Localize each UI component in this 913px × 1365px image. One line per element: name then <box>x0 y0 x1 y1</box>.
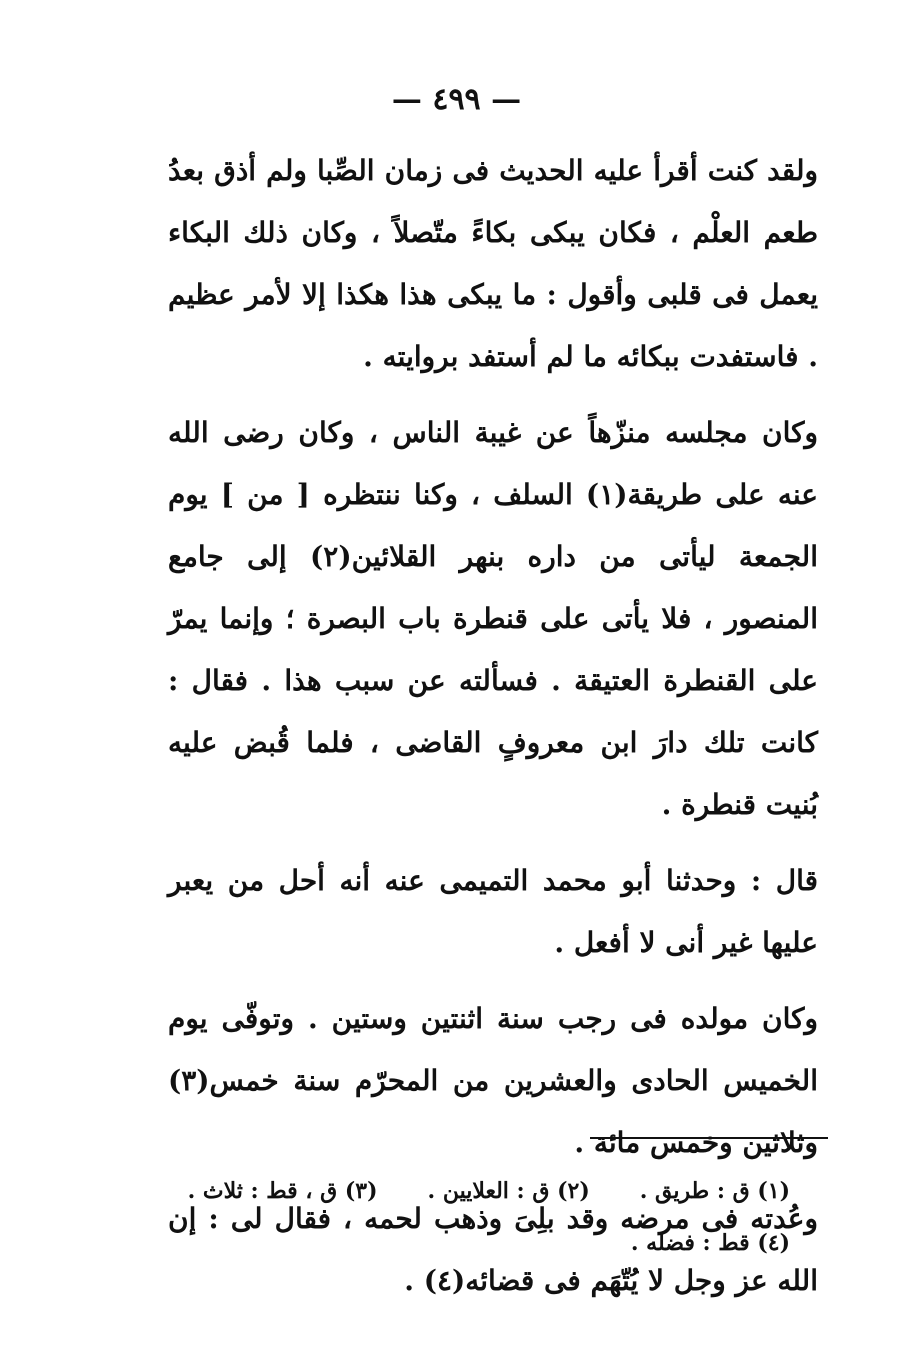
paragraph-3: قال : وحدثنا أبو محمد التميمى عنه أنه أحل من يعبر عليها غير أنى لا أفعل . <box>168 864 818 959</box>
paragraph-5: وعُدته فى مرضه وقد بلِىَ وذهب لحمه ، فقال لى : إن الله عز وجل لا يُتّهَم فى قضائه(٤) . <box>168 1202 818 1297</box>
footnote-row-1 <box>187 1165 790 1217</box>
page-number: — ٤٩٩ — <box>391 82 522 117</box>
paragraph-4: وكان مولده فى رجب سنة اثنتين وستين . وتوفّى يوم الخميس الحادى والعشرين من المحرّم سنة خمس(٣) وثلاثين وخمس مائة . <box>168 1002 819 1159</box>
main-text <box>168 140 818 1326</box>
footnote-3: (٣) ق ، قط : ثلاث . <box>187 1178 378 1204</box>
footnote-divider <box>590 1137 828 1139</box>
footnote-row-2 <box>190 1217 790 1269</box>
footnote-2: (٢) ق : العلايين . <box>427 1178 590 1204</box>
paragraph-1: ولقد كنت أقرأ عليه الحديث فى زمان الصِّبا ولم أذق بعدُ طعم العلْم ، فكان يبكى بكاءً متّصلاً ، وكان ذلك البكاء يعمل فى قلبى وأقول : ما يبكى هذا هكذا إلا لأمر عظيم . فاستفدت ببكائه ما لم أستفد بروايته . <box>168 154 818 373</box>
footnote-4: (٤) قط : فضله . <box>630 1230 790 1256</box>
paragraph-2: وكان مجلسه منزّهاً عن غيبة الناس ، وكان رضى الله عنه على طريقة(١) السلف ، وكنا ننتظره [ من ] يوم الجمعة ليأتى من داره بنهر القلائين(٢) إلى جامع المنصور ، فلا يأتى على قنطرة باب البصرة ؛ وإنما يمرّ على القنطرة العتيقة . فسألته عن سبب هذا . فقال : كانت تلك دارَ ابن معروفٍ القاضى ، فلما قُبض عليه بُنيت قنطرة . <box>168 416 819 821</box>
footnote-1: (١) ق : طريق . <box>639 1178 790 1204</box>
footnotes <box>187 1165 790 1269</box>
